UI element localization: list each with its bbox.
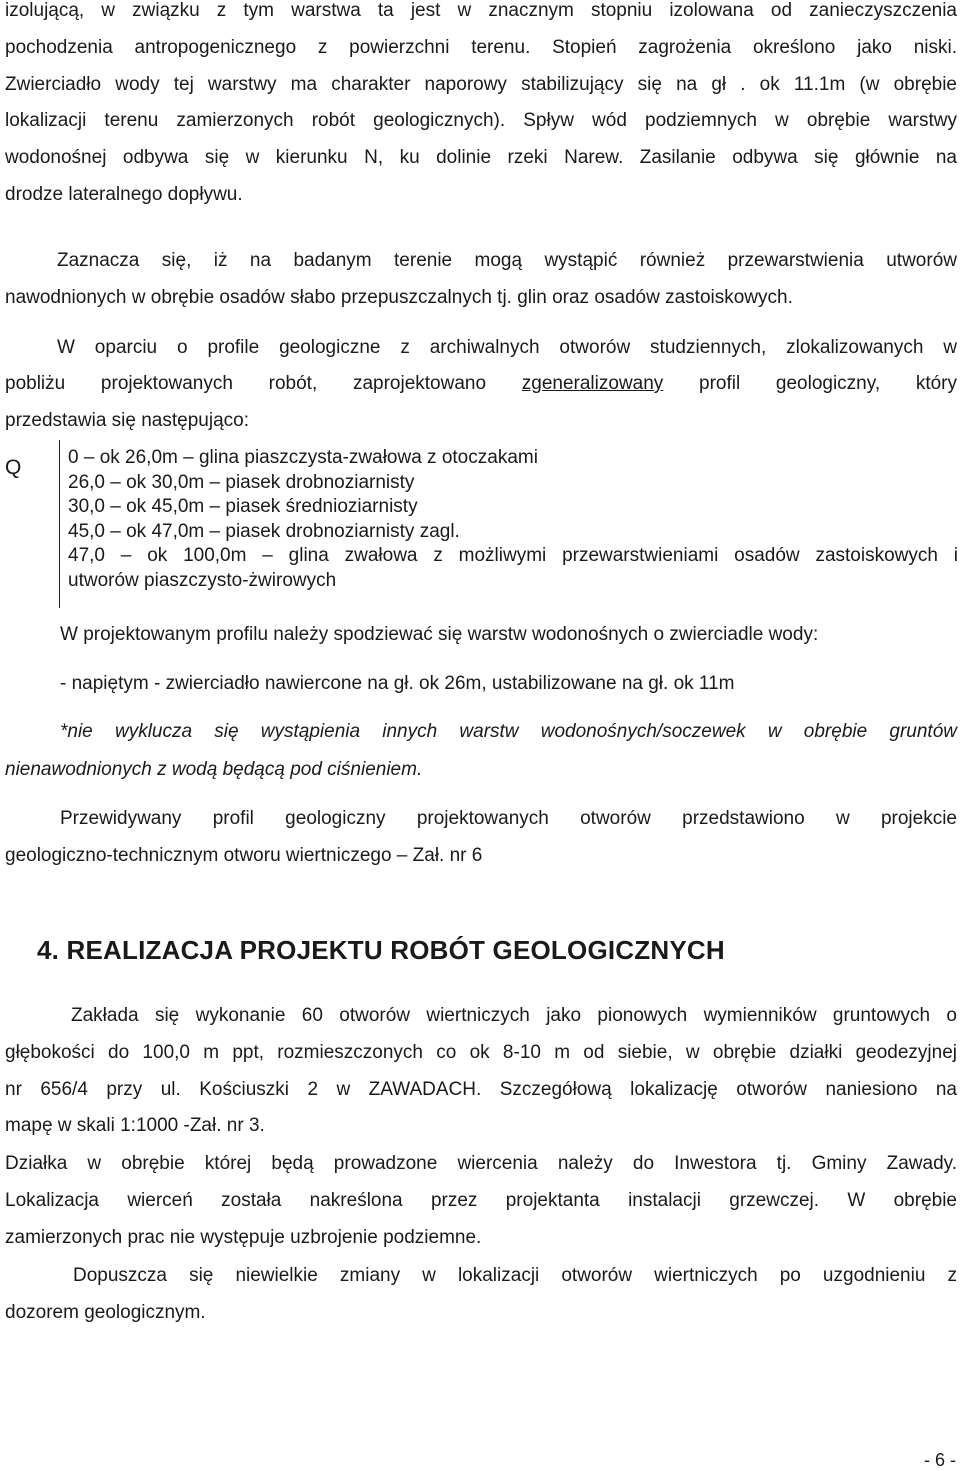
profile-layer: 45,0 – ok 47,0m – piasek drobnoziarnisty zagl. xyxy=(68,520,460,542)
text-line: W oparciu o profile geologiczne z archiwalnych otworów studziennych, zlokalizowanych w xyxy=(57,337,957,358)
text-line: Przewidywany profil geologiczny projektowanych otworów przedstawiono w projekcie xyxy=(60,808,957,829)
text-line: Lokalizacja wierceń została nakreślona przez projektanta instalacji grzewczej. W obrębie xyxy=(5,1190,957,1211)
text-line xyxy=(5,365,957,402)
text-line: mapę w skali 1:1000 -Zał. nr 3. xyxy=(5,1115,265,1136)
text-line: zamierzonych prac nie występuje uzbrojenie podziemne. xyxy=(5,1227,482,1248)
text-fragment: profil geologiczny, który xyxy=(663,373,958,394)
profile-divider xyxy=(59,440,60,608)
paragraph-water-table: - napiętym - zwierciadło nawiercone na gł. ok 26m, ustabilizowane na gł. ok 11m xyxy=(60,673,735,694)
profile-layer: 26,0 – ok 30,0m – piasek drobnoziarnisty xyxy=(68,471,415,493)
profile-layer: 47,0 – ok 100,0m – glina zwałowa z możliwymi przewarstwieniami osadów zastoiskowych i xyxy=(68,545,958,566)
text-line: lokalizacji terenu zamierzonych robót geologicznych). Spływ wód podziemnych w obrębie warstwy xyxy=(5,110,957,131)
text-line: pochodzenia antropogenicznego z powierzchni terenu. Stopień zagrożenia określono jako niski. xyxy=(5,37,957,58)
text-line: izolującą, w związku z tym warstwa ta jest w znacznym stopniu izolowana od zanieczyszczenia xyxy=(5,0,957,21)
text-line: nawodnionych w obrębie osadów słabo przepuszczalnych tj. glin oraz osadów zastoiskowych. xyxy=(5,287,793,308)
text-line: Zakłada się wykonanie 60 otworów wiertniczych jako pionowych wymienników gruntowych o xyxy=(71,1005,957,1026)
profile-layer: 30,0 – ok 45,0m – piasek średnioziarnisty xyxy=(68,496,418,517)
text-line: dozorem geologicznym. xyxy=(5,1302,206,1323)
profile-layer: 0 – ok 26,0m – glina piaszczysta-zwałowa z otoczakami xyxy=(68,447,538,468)
profile-layers xyxy=(68,446,958,593)
text-line: Zwierciadło wody tej warstwy ma charakter naporowy stabilizujący się na gł . ok 11.1m (w obrębie xyxy=(5,74,957,95)
page-number: - 6 - xyxy=(923,1450,956,1470)
text-line: nr 656/4 przy ul. Kościuszki 2 w ZAWADACH. Szczegółową lokalizację otworów naniesiono na xyxy=(5,1079,957,1100)
text-line: głębokości do 100,0 m ppt, rozmieszczonych co ok 8-10 m od siebie, w obrębie działki geodezyjnej xyxy=(5,1042,957,1063)
stratigraphy-symbol: Q xyxy=(5,456,22,479)
section-heading: 4. REALIZACJA PROJEKTU ROBÓT GEOLOGICZNYCH xyxy=(37,935,725,965)
text-line: Zaznacza się, iż na badanym terenie mogą wystąpić również przewarstwienia utworów xyxy=(57,250,957,271)
text-line: wodonośnej odbywa się w kierunku N, ku dolinie rzeki Narew. Zasilanie odbywa się głównie na xyxy=(5,147,957,168)
paragraph-expected-aquifers: W projektowanym profilu należy spodziewać się warstw wodonośnych o zwierciadle wody: xyxy=(60,624,819,645)
text-line: Dopuszcza się niewielkie zmiany w lokalizacji otworów wiertniczych po uzgodnieniu z xyxy=(73,1265,957,1286)
text-line: Działka w obrębie której będą prowadzone wiercenia należy do Inwestora tj. Gminy Zawady. xyxy=(5,1153,957,1174)
text-fragment: pobliżu projektowanych robót, zaprojektowano xyxy=(5,373,522,394)
profile-layer: utworów piaszczysto-żwirowych xyxy=(68,569,337,591)
text-line: *nie wyklucza się wystąpienia innych warstw wodonośnych/soczewek w obrębie gruntów xyxy=(60,721,957,742)
text-line: drodze lateralnego dopływu. xyxy=(5,184,243,205)
text-line: przedstawia się następująco: xyxy=(5,410,249,431)
underlined-word: zgeneralizowany xyxy=(521,373,664,394)
text-line: geologiczno-technicznym otworu wiertniczego – Zał. nr 6 xyxy=(5,845,483,866)
text-line: nienawodnionych z wodą będącą pod ciśnieniem. xyxy=(5,759,423,780)
